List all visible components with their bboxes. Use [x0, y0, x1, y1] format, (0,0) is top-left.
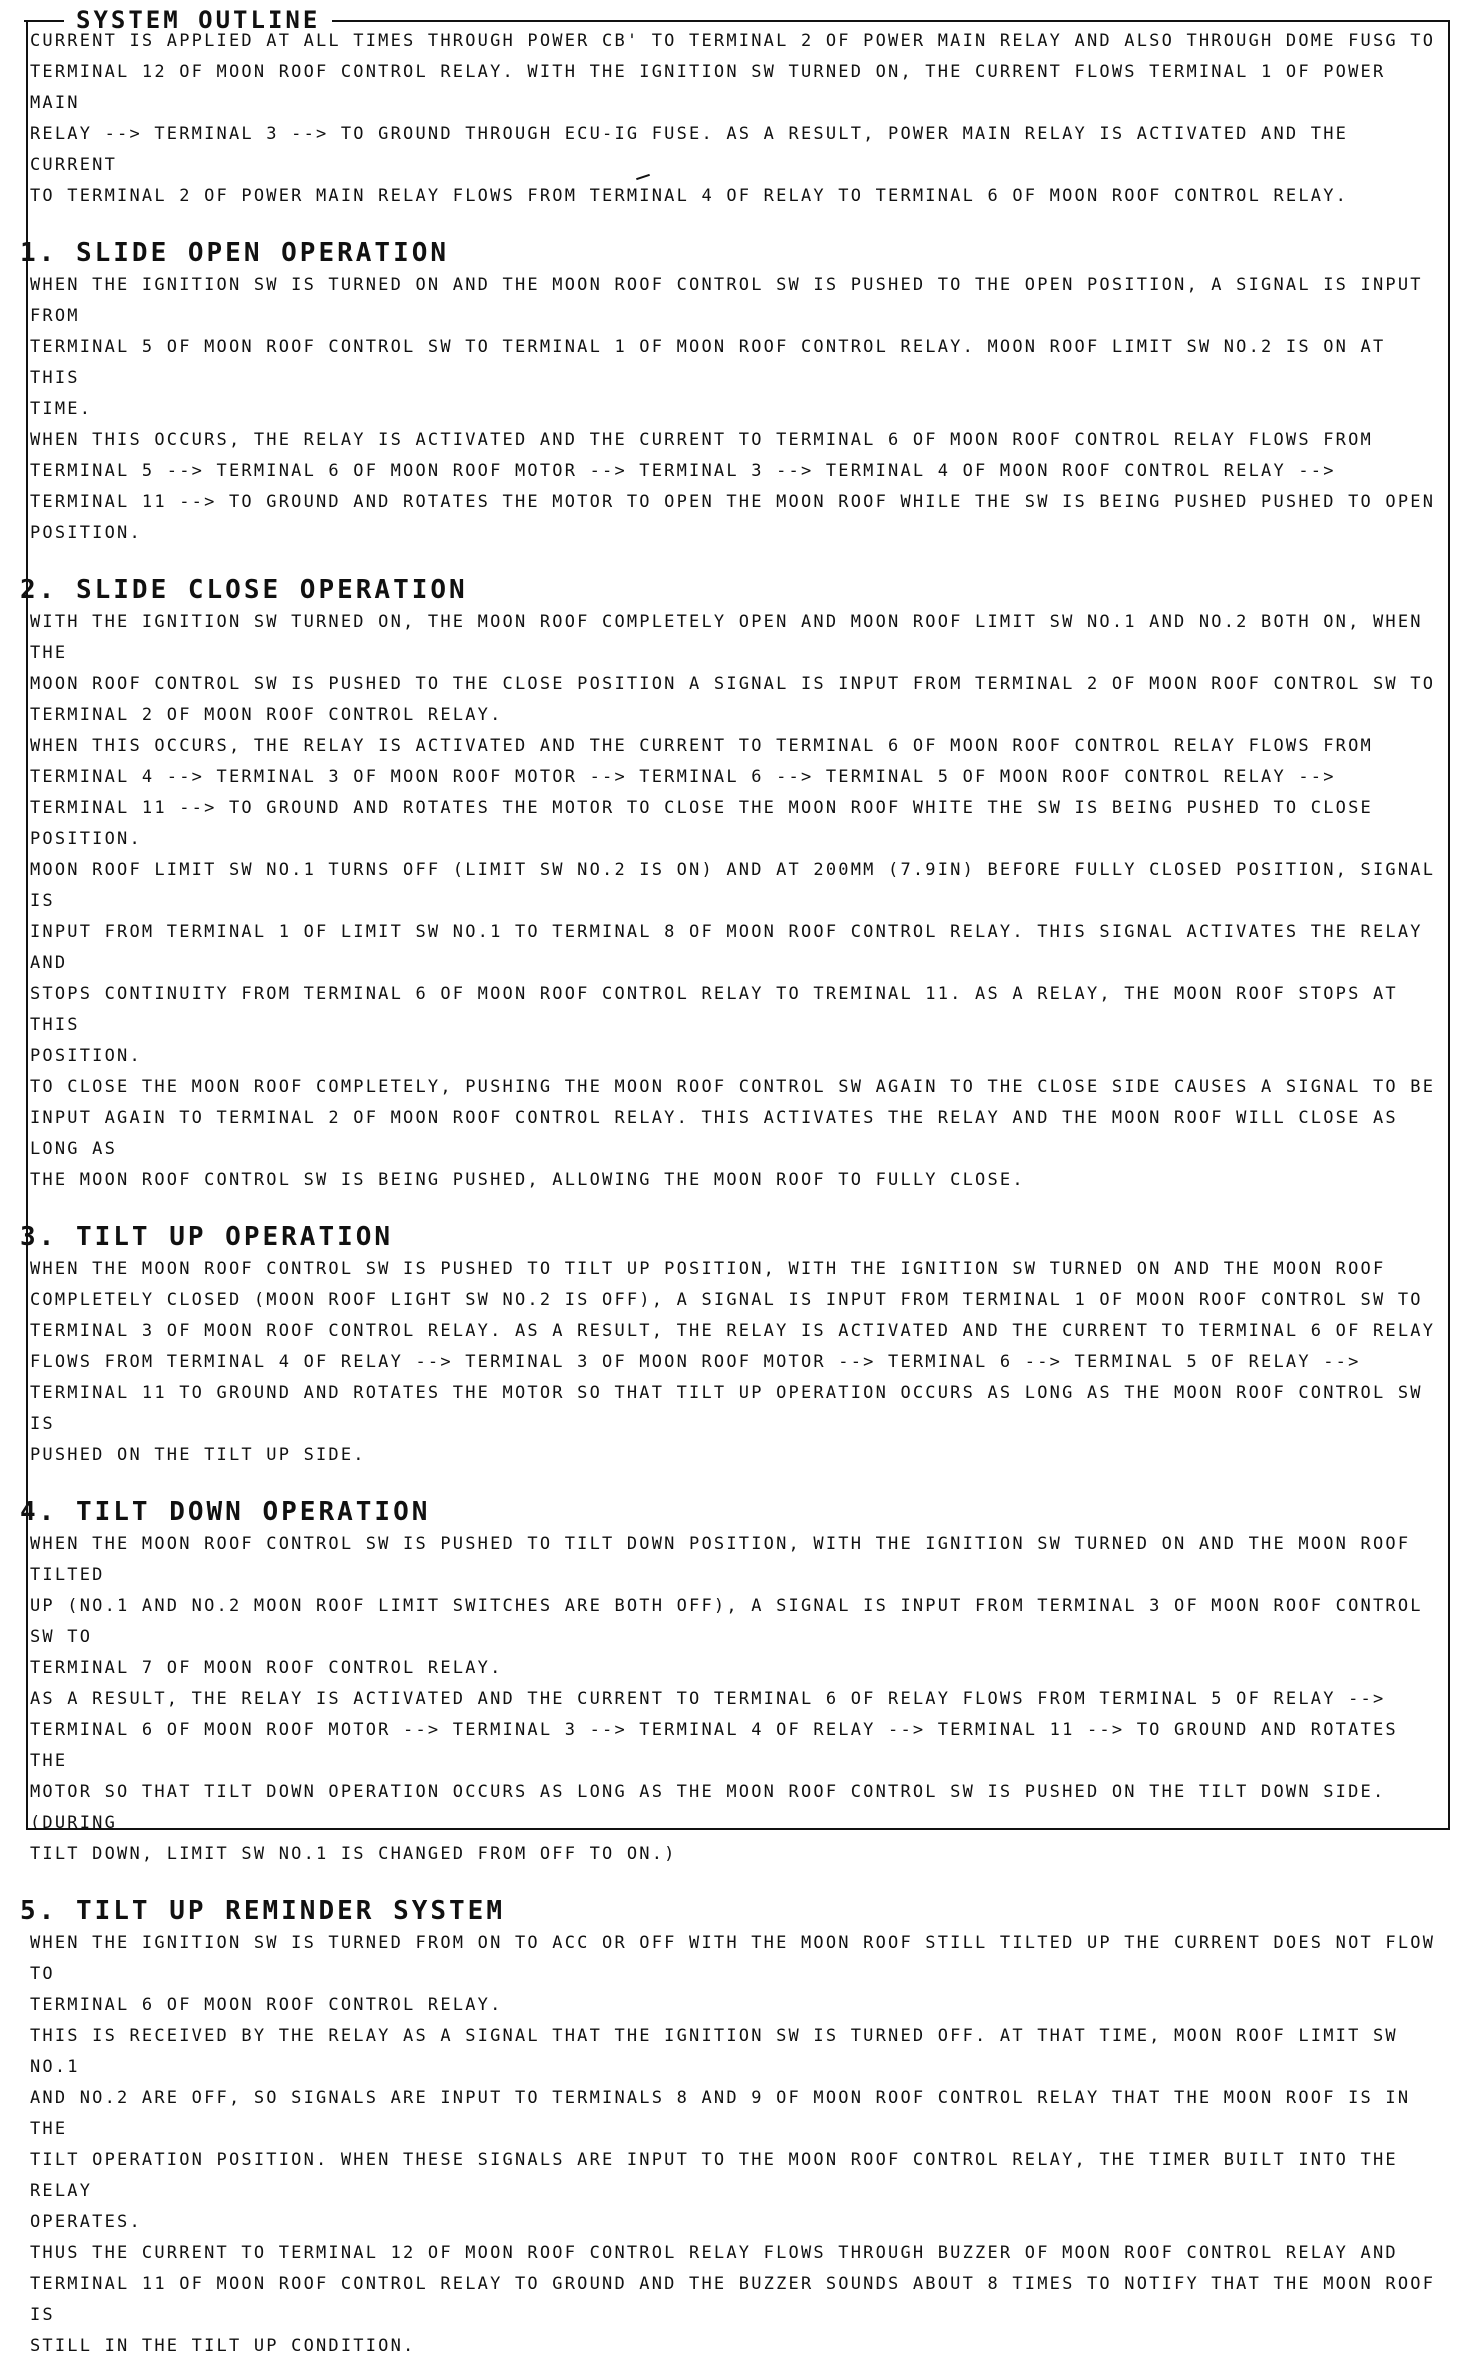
section-text: WHEN THE MOON ROOF CONTROL SW IS PUSHED TO TILT UP POSITION, WITH THE IGNITION SW TURNED ON AND THE MOON ROOF COMPLETELY CLOSED (MOON ROOF LIGHT SW NO.2 IS OFF), A SIGNAL IS INPUT FROM TERMINAL 1 OF MOON ROOF CONTROL SW TO TERMINAL 3 OF MOON ROOF CONTROL RELAY. AS A RESULT, THE RELAY IS ACTIVATED AND THE CURRENT TO TERMINAL 6 OF RELAY FLOWS FROM TERMINAL 4 OF RELAY --> TERMINAL 3 OF MOON ROOF MOTOR --> TERMINAL 6 --> TERMINAL 5 OF RELAY --> TERMINAL 11 TO GROUND AND ROTATES THE MOTOR SO THAT TILT UP OPERATION OCCURS AS LONG AS THE MOON ROOF CONTROL SW IS PUSHED ON THE TILT UP SIDE.	[30, 1259, 1436, 1465]
section-slide-close	[20, 575, 1440, 1196]
section-text: WHEN THE MOON ROOF CONTROL SW IS PUSHED TO TILT DOWN POSITION, WITH THE IGNITION SW TURNED ON AND THE MOON ROOF TILTED UP (NO.1 AND NO.2 MOON ROOF LIMIT SWITCHES ARE BOTH OFF), A SIGNAL IS INPUT FROM TERMINAL 3 OF MOON ROOF CONTROL SW TO TERMINAL 7 OF MOON ROOF CONTROL RELAY. AS A RESULT, THE RELAY IS ACTIVATED AND THE CURRENT TO TERMINAL 6 OF RELAY FLOWS FROM TERMINAL 5 OF RELAY --> TERMINAL 6 OF MOON ROOF MOTOR --> TERMINAL 3 --> TERMINAL 4 OF RELAY --> TERMINAL 11 --> TO GROUND AND ROTATES THE MOTOR SO THAT TILT DOWN OPERATION OCCURS AS LONG AS THE MOON ROOF CONTROL SW IS PUSHED ON THE TILT DOWN SIDE. (DURING TILT DOWN, LIMIT SW NO.1 IS CHANGED FROM OFF TO ON.)	[30, 1534, 1423, 1864]
section-text: WHEN THE IGNITION SW IS TURNED FROM ON TO ACC OR OFF WITH THE MOON ROOF STILL TILTED UP THE CURRENT DOES NOT FLOW TO TERMINAL 6 OF MOON ROOF CONTROL RELAY. THIS IS RECEIVED BY THE RELAY AS A SIGNAL THAT THE IGNITION SW IS TURNED OFF. AT THAT TIME, MOON ROOF LIMIT SW NO.1 AND NO.2 ARE OFF, SO SIGNALS ARE INPUT TO TERMINALS 8 AND 9 OF MOON ROOF CONTROL RELAY THAT THE MOON ROOF IS IN THE TILT OPERATION POSITION. WHEN THESE SIGNALS ARE INPUT TO THE MOON ROOF CONTROL RELAY, THE TIMER BUILT INTO THE RELAY OPERATES. THUS THE CURRENT TO TERMINAL 12 OF MOON ROOF CONTROL RELAY FLOWS THROUGH BUZZER OF MOON ROOF CONTROL RELAY AND TERMINAL 11 OF MOON ROOF CONTROL RELAY TO GROUND AND THE BUZZER SOUNDS ABOUT 8 TIMES TO NOTIFY THAT THE MOON ROOF IS STILL IN THE TILT UP CONDITION.	[30, 1933, 1436, 2356]
document-title: SYSTEM OUTLINE	[64, 5, 332, 35]
section-text: WITH THE IGNITION SW TURNED ON, THE MOON ROOF COMPLETELY OPEN AND MOON ROOF LIMIT SW NO.1 AND NO.2 BOTH ON, WHEN THE MOON ROOF CONTROL SW IS PUSHED TO THE CLOSE POSITION A SIGNAL IS INPUT FROM TERMINAL 2 OF MOON ROOF CONTROL SW TO TERMINAL 2 OF MOON ROOF CONTROL RELAY. WHEN THIS OCCURS, THE RELAY IS ACTIVATED AND THE CURRENT TO TERMINAL 6 OF MOON ROOF CONTROL RELAY FLOWS FROM TERMINAL 4 --> TERMINAL 3 OF MOON ROOF MOTOR --> TERMINAL 6 --> TERMINAL 5 OF MOON ROOF CONTROL RELAY --> TERMINAL 11 --> TO GROUND AND ROTATES THE MOTOR TO CLOSE THE MOON ROOF WHITE THE SW IS BEING PUSHED TO CLOSE POSITION. MOON ROOF LIMIT SW NO.1 TURNS OFF (LIMIT SW NO.2 IS ON) AND AT 200MM (7.9IN) BEFORE FULLY CLOSED POSITION, SIGNAL IS INPUT FROM TERMINAL 1 OF LIMIT SW NO.1 TO TERMINAL 8 OF MOON ROOF CONTROL RELAY. THIS SIGNAL ACTIVATES THE RELAY AND STOPS CONTINUITY FROM TERMINAL 6 OF MOON ROOF CONTROL RELAY TO TREMINAL 11. AS A RELAY, THE MOON ROOF STOPS AT THIS POSITION. TO CLOSE THE MOON ROOF COMPLETELY, PUSHING THE MOON ROOF CONTROL SW AGAIN TO THE CLOSE SIDE CAUSES A SIGNAL TO BE INPUT AGAIN TO TERMINAL 2 OF MOON ROOF CONTROL RELAY. THIS ACTIVATES THE RELAY AND THE MOON ROOF WILL CLOSE AS LONG AS THE MOON ROOF CONTROL SW IS BEING PUSHED, ALLOWING THE MOON ROOF TO FULLY CLOSE.	[30, 612, 1436, 1190]
section-tilt-down	[20, 1497, 1440, 1870]
section-text: WHEN THE IGNITION SW IS TURNED ON AND THE MOON ROOF CONTROL SW IS PUSHED TO THE OPEN POSITION, A SIGNAL IS INPUT FROM TERMINAL 5 OF MOON ROOF CONTROL SW TO TERMINAL 1 OF MOON ROOF CONTROL RELAY. MOON ROOF LIMIT SW NO.2 IS ON AT THIS TIME. WHEN THIS OCCURS, THE RELAY IS ACTIVATED AND THE CURRENT TO TERMINAL 6 OF MOON ROOF CONTROL RELAY FLOWS FROM TERMINAL 5 --> TERMINAL 6 OF MOON ROOF MOTOR --> TERMINAL 3 --> TERMINAL 4 OF MOON ROOF CONTROL RELAY --> TERMINAL 11 --> TO GROUND AND ROTATES THE MOTOR TO OPEN THE MOON ROOF WHILE THE SW IS BEING PUSHED PUSHED TO OPEN POSITION.	[30, 275, 1436, 543]
section-heading: 4. TILT DOWN OPERATION	[20, 1497, 431, 1527]
document-body	[20, 26, 1440, 2362]
section-slide-open	[20, 238, 1440, 549]
section-heading: 1. SLIDE OPEN OPERATION	[20, 238, 450, 268]
section-tilt-up-reminder	[20, 1896, 1440, 2362]
section-heading: 5. TILT UP REMINDER SYSTEM	[20, 1896, 505, 1926]
section-heading: 2. SLIDE CLOSE OPERATION	[20, 575, 468, 605]
section-heading: 3. TILT UP OPERATION	[20, 1222, 394, 1252]
outline-paragraph: CURRENT IS APPLIED AT ALL TIMES THROUGH POWER CB' TO TERMINAL 2 OF POWER MAIN RELAY AND ALSO THROUGH DOME FUSG TO TERMINAL 12 OF MOON ROOF CONTROL RELAY. WITH THE IGNITION SW TURNED ON, THE CURRENT FLOWS TERMINAL 1 OF POWER MAIN RELAY --> TERMINAL 3 --> TO GROUND THROUGH ECU-IG FUSE. AS A RESULT, POWER MAIN RELAY IS ACTIVATED AND THE CURRENT TO TERMINAL 2 OF POWER MAIN RELAY FLOWS FROM TERMINAL 4 OF RELAY TO TERMINAL 6 OF MOON ROOF CONTROL RELAY.	[30, 31, 1436, 206]
section-tilt-up	[20, 1222, 1440, 1471]
